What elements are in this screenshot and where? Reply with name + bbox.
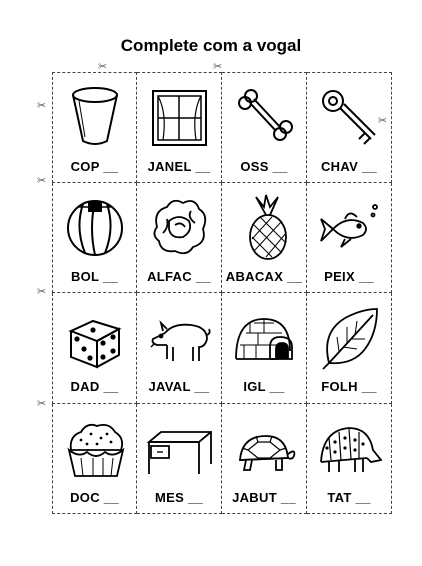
card-fish [307,183,392,294]
cupcake-icon [63,414,128,484]
scissors-icon: ✂ [213,61,223,73]
card-word: PEIX __ [324,268,374,284]
card-dice [52,293,137,404]
card-word: BOL __ [70,268,119,284]
card-word: IGL __ [243,379,285,394]
card-word: DOC __ [70,489,119,505]
card-key [307,72,392,183]
scissors-icon: ✂ [37,286,47,298]
card-grid [52,72,392,514]
key-icon [317,83,382,153]
card-cupcake [52,404,137,515]
card-leaf [307,293,392,404]
lettuce-icon [147,193,212,263]
card-word: JAVAL __ [148,379,210,394]
card-desk [137,404,222,515]
desk-icon [147,414,212,484]
card-tortoise [222,404,307,515]
scissors-icon: ✂ [378,115,388,127]
card-ball [52,183,137,294]
card-word: CHAV __ [320,159,378,174]
igloo-icon [232,303,297,373]
card-word: DAD __ [70,379,119,394]
card-word: ABACAX __ [225,268,303,284]
card-word: OSS __ [240,159,288,174]
ball-icon [63,193,128,263]
card-pineapple [222,183,307,294]
tortoise-icon [232,414,297,484]
card-bone [222,72,307,183]
card-igloo [222,293,307,404]
armadillo-icon [317,414,382,484]
card-word: ALFAC __ [147,268,211,284]
cup-icon [63,83,128,153]
scissors-icon: ✂ [37,175,47,187]
card-word: TAT __ [327,489,371,505]
fish-icon [317,193,382,263]
scissors-icon: ✂ [98,61,108,73]
page-title: Complete com a vogal [120,36,302,55]
card-word: COP __ [70,159,119,174]
scissors-icon: ✂ [37,100,47,112]
card-boar [137,293,222,404]
scissors-icon: ✂ [37,398,47,410]
boar-icon [147,303,212,373]
card-word: JABUT __ [232,489,296,505]
card-word: FOLH __ [321,379,377,394]
card-window [137,72,222,183]
card-armadillo [307,404,392,515]
card-lettuce [137,183,222,294]
leaf-icon [317,303,382,373]
card-word: JANEL __ [147,159,211,174]
dice-icon [63,303,128,373]
bone-icon [232,83,297,153]
card-word: MES __ [154,489,204,505]
card-cup [52,72,137,183]
window-icon [147,83,212,153]
pineapple-icon [232,193,297,263]
